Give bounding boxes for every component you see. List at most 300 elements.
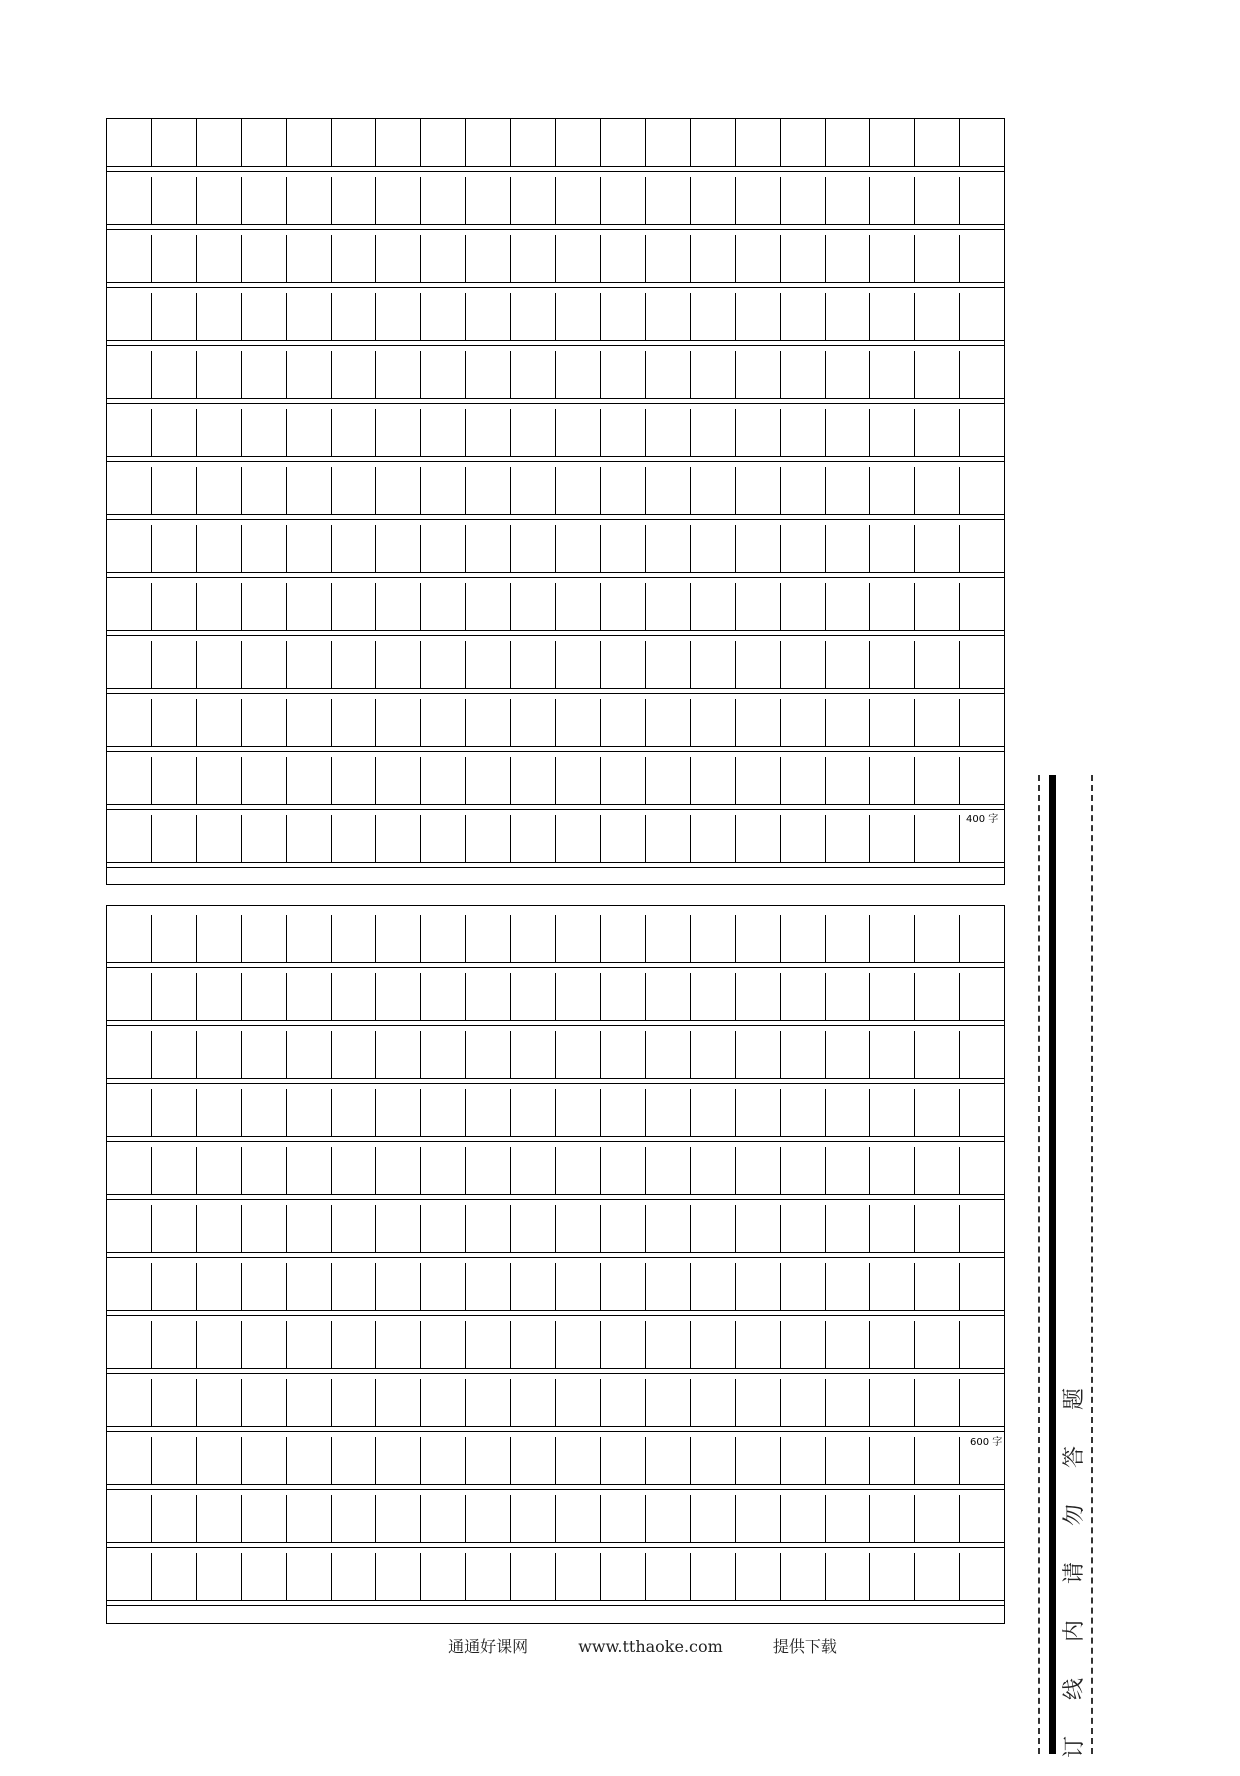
grid-row: [107, 1205, 1004, 1263]
grid-row: [107, 409, 1004, 467]
grid-row: [107, 525, 1004, 583]
grid-cell: [465, 1321, 510, 1368]
grid-cell: [151, 583, 196, 630]
grid-row: [107, 641, 1004, 699]
grid-cell: [196, 1321, 241, 1368]
grid-row: [107, 1379, 1004, 1437]
grid-cell: [286, 699, 331, 746]
grid-cell: [600, 915, 645, 962]
grid-cell: [375, 467, 420, 514]
grid-cell: [825, 1495, 870, 1542]
grid-cell: [241, 583, 286, 630]
grid-cell: [780, 1437, 825, 1484]
grid-cell: [869, 235, 914, 282]
cell-strip: [107, 1379, 1004, 1427]
grid-cell: [645, 1553, 690, 1600]
grid-cell: [420, 293, 465, 340]
grid-cell: [465, 467, 510, 514]
grid-cell: [286, 1379, 331, 1426]
grid-cell: [735, 1495, 780, 1542]
grid-row: [107, 1089, 1004, 1147]
grid-cell: [645, 583, 690, 630]
grid-cell: [107, 641, 151, 688]
grid-cell: [690, 1031, 735, 1078]
grid-cell: [465, 815, 510, 862]
binding-char: 订: [1062, 1736, 1087, 1759]
grid-cell: [241, 409, 286, 456]
grid-cell: [645, 1437, 690, 1484]
grid-cell: [465, 1089, 510, 1136]
binding-char: 请: [1062, 1562, 1087, 1585]
grid-cell: [555, 177, 600, 224]
row-separator: [107, 809, 1004, 810]
grid-cell: [825, 1263, 870, 1310]
grid-cell: [286, 235, 331, 282]
grid-cell: [735, 1553, 780, 1600]
grid-row: [107, 973, 1004, 1031]
composition-grid-top: [106, 118, 1005, 885]
grid-cell: [600, 351, 645, 398]
grid-cell: [825, 235, 870, 282]
grid-cell: [825, 815, 870, 862]
grid-cell: [420, 467, 465, 514]
grid-cell: [645, 1263, 690, 1310]
grid-cell: [600, 699, 645, 746]
grid-cell: [555, 1147, 600, 1194]
grid-cell: [869, 119, 914, 166]
row-separator: [107, 1141, 1004, 1142]
grid-cell: [510, 119, 555, 166]
grid-cell: [690, 641, 735, 688]
grid-cell: [914, 1437, 959, 1484]
cell-strip: [107, 915, 1004, 963]
grid-cell: [241, 235, 286, 282]
grid-cell: [241, 1263, 286, 1310]
grid-cell: [914, 177, 959, 224]
cell-strip: [107, 1205, 1004, 1253]
grid-cell: [959, 1205, 1004, 1252]
row-separator: [107, 403, 1004, 404]
grid-cell: [735, 293, 780, 340]
grid-cell: [825, 1031, 870, 1078]
grid-cell: [914, 915, 959, 962]
grid-cell: [241, 699, 286, 746]
word-count-marker-600: 600 字: [970, 1437, 1003, 1448]
grid-cell: [420, 1437, 465, 1484]
grid-cell: [780, 1379, 825, 1426]
grid-cell: [331, 641, 376, 688]
grid-cell: [735, 1321, 780, 1368]
grid-cell: [151, 1437, 196, 1484]
grid-cell: [914, 1089, 959, 1136]
grid-cell: [690, 409, 735, 456]
grid-cell: [780, 1031, 825, 1078]
grid-cell: [914, 815, 959, 862]
grid-cell: [375, 1089, 420, 1136]
grid-cell: [286, 293, 331, 340]
grid-cell: [555, 757, 600, 804]
grid-cell: [465, 1379, 510, 1426]
grid-cell: [780, 699, 825, 746]
grid-cell: [735, 467, 780, 514]
grid-cell: [465, 119, 510, 166]
grid-cell: [465, 1205, 510, 1252]
grid-cell: [690, 525, 735, 572]
grid-cell: [959, 409, 1004, 456]
binding-char: 勿: [1062, 1504, 1087, 1527]
grid-cell: [465, 641, 510, 688]
grid-cell: [914, 293, 959, 340]
grid-cell: [420, 1379, 465, 1426]
grid-cell: [375, 119, 420, 166]
grid-cell: [690, 1437, 735, 1484]
grid-row: [107, 177, 1004, 235]
grid-cell: [510, 1031, 555, 1078]
grid-cell: [690, 1495, 735, 1542]
row-separator: [107, 1431, 1004, 1432]
grid-cell: [241, 467, 286, 514]
row-separator: [107, 345, 1004, 346]
grid-cell: [286, 1089, 331, 1136]
grid-cell: [914, 1495, 959, 1542]
grid-cell: [690, 915, 735, 962]
grid-row: [107, 293, 1004, 351]
grid-row: [107, 467, 1004, 525]
cell-strip: [107, 973, 1004, 1021]
grid-cell: [555, 1205, 600, 1252]
grid-cell: [869, 525, 914, 572]
grid-cell: [645, 699, 690, 746]
grid-cell: [959, 1321, 1004, 1368]
grid-cell: [375, 351, 420, 398]
binding-dashed-line-left: [1038, 775, 1040, 1754]
grid-cell: [465, 1147, 510, 1194]
cell-strip: [107, 699, 1004, 747]
grid-cell: [510, 1437, 555, 1484]
grid-cell: [690, 351, 735, 398]
grid-cell: [196, 973, 241, 1020]
grid-cell: [375, 1553, 420, 1600]
grid-cell: [735, 177, 780, 224]
grid-cell: [465, 525, 510, 572]
grid-cell: [196, 351, 241, 398]
grid-cell: [645, 409, 690, 456]
grid-cell: [465, 1553, 510, 1600]
grid-cell: [107, 351, 151, 398]
grid-cell: [555, 915, 600, 962]
grid-cell: [331, 1553, 376, 1600]
grid-cell: [510, 177, 555, 224]
grid-cell: [331, 467, 376, 514]
grid-row: [107, 1495, 1004, 1553]
grid-cell: [331, 235, 376, 282]
grid-cell: [151, 699, 196, 746]
grid-cell: [825, 915, 870, 962]
footer-suffix: 提供下载: [772, 1637, 837, 1656]
grid-cell: [151, 467, 196, 514]
grid-cell: [107, 235, 151, 282]
grid-cell: [375, 1263, 420, 1310]
grid-cell: [780, 177, 825, 224]
grid-cell: [735, 351, 780, 398]
grid-cell: [869, 293, 914, 340]
grid-cell: [241, 757, 286, 804]
grid-cell: [869, 409, 914, 456]
grid-cell: [780, 641, 825, 688]
row-separator: [107, 1489, 1004, 1490]
grid-cell: [107, 119, 151, 166]
cell-strip: [107, 815, 1004, 863]
grid-cell: [735, 1263, 780, 1310]
grid-cell: [780, 915, 825, 962]
grid-cell: [196, 699, 241, 746]
row-separator: [107, 1199, 1004, 1200]
binding-char: 内: [1062, 1620, 1087, 1643]
grid-cell: [735, 583, 780, 630]
grid-cell: [645, 293, 690, 340]
grid-row: [107, 1437, 1004, 1495]
grid-cell: [825, 1205, 870, 1252]
grid-cell: [151, 351, 196, 398]
grid-cell: [510, 1205, 555, 1252]
grid-cell: [196, 525, 241, 572]
row-separator: [107, 171, 1004, 172]
grid-cell: [286, 915, 331, 962]
grid-cell: [735, 1379, 780, 1426]
binding-char: 线: [1062, 1678, 1087, 1701]
grid-cell: [869, 1147, 914, 1194]
grid-cell: [286, 1263, 331, 1310]
grid-cell: [914, 235, 959, 282]
grid-cell: [735, 973, 780, 1020]
grid-cell: [286, 1205, 331, 1252]
grid-cell: [869, 1205, 914, 1252]
grid-cell: [196, 235, 241, 282]
grid-cell: [869, 351, 914, 398]
grid-cell: [735, 1147, 780, 1194]
grid-cell: [241, 177, 286, 224]
grid-cell: [825, 1553, 870, 1600]
grid-cell: [914, 583, 959, 630]
grid-cell: [465, 177, 510, 224]
grid-cell: [420, 1031, 465, 1078]
grid-cell: [555, 1031, 600, 1078]
grid-cell: [825, 525, 870, 572]
grid-cell: [151, 119, 196, 166]
row-separator: [107, 1025, 1004, 1026]
grid-cell: [555, 351, 600, 398]
grid-cell: [375, 915, 420, 962]
grid-cell: [825, 1379, 870, 1426]
grid-cell: [780, 409, 825, 456]
grid-cell: [914, 525, 959, 572]
binding-warning-text: [1062, 1370, 1104, 1776]
grid-cell: [510, 235, 555, 282]
grid-cell: [107, 699, 151, 746]
grid-cell: [420, 915, 465, 962]
row-separator: [107, 1373, 1004, 1374]
grid-cell: [869, 1089, 914, 1136]
grid-cell: [645, 1205, 690, 1252]
grid-cell: [151, 293, 196, 340]
grid-cell: [465, 351, 510, 398]
cell-strip: [107, 293, 1004, 341]
grid-cell: [959, 1031, 1004, 1078]
grid-cell: [196, 641, 241, 688]
grid-cell: [151, 1321, 196, 1368]
grid-cell: [645, 351, 690, 398]
cell-strip: [107, 1263, 1004, 1311]
grid-cell: [959, 1263, 1004, 1310]
grid-cell: [690, 583, 735, 630]
grid-cell: [690, 973, 735, 1020]
grid-cell: [196, 1031, 241, 1078]
row-separator: [107, 751, 1004, 752]
grid-cell: [914, 1379, 959, 1426]
grid-cell: [331, 1031, 376, 1078]
grid-cell: [241, 525, 286, 572]
grid-cell: [600, 1437, 645, 1484]
grid-cell: [286, 1321, 331, 1368]
grid-cell: [645, 525, 690, 572]
grid-cell: [780, 467, 825, 514]
grid-cell: [869, 815, 914, 862]
grid-cell: [420, 1263, 465, 1310]
grid-cell: [959, 467, 1004, 514]
grid-cell: [286, 1147, 331, 1194]
grid-cell: [690, 1553, 735, 1600]
grid-cell: [959, 641, 1004, 688]
grid-cell: [331, 815, 376, 862]
grid-cell: [959, 235, 1004, 282]
row-separator: [107, 519, 1004, 520]
grid-cell: [869, 1437, 914, 1484]
grid-cell: [196, 467, 241, 514]
grid-cell: [555, 293, 600, 340]
grid-cell: [869, 1263, 914, 1310]
grid-cell: [420, 641, 465, 688]
grid-cell: [735, 1031, 780, 1078]
grid-cell: [241, 293, 286, 340]
grid-cell: [196, 757, 241, 804]
grid-cell: [420, 409, 465, 456]
row-separator: [107, 577, 1004, 578]
grid-cell: [375, 815, 420, 862]
row-separator: [107, 229, 1004, 230]
grid-row: [107, 235, 1004, 293]
grid-cell: [241, 1321, 286, 1368]
grid-cell: [107, 1031, 151, 1078]
grid-cell: [331, 1495, 376, 1542]
grid-cell: [959, 1147, 1004, 1194]
grid-cell: [690, 235, 735, 282]
grid-cell: [331, 119, 376, 166]
grid-cell: [107, 1379, 151, 1426]
grid-cell: [780, 119, 825, 166]
grid-cell: [914, 641, 959, 688]
cell-strip: [107, 1031, 1004, 1079]
grid-cell: [914, 351, 959, 398]
footer-site-name: 通通好课网: [448, 1637, 529, 1656]
grid-cell: [510, 815, 555, 862]
grid-cell: [420, 177, 465, 224]
grid-cell: [780, 1147, 825, 1194]
grid-cell: [555, 815, 600, 862]
row-separator: [107, 967, 1004, 968]
grid-cell: [375, 1495, 420, 1542]
grid-cell: [555, 1263, 600, 1310]
grid-cell: [107, 583, 151, 630]
grid-cell: [959, 1089, 1004, 1136]
grid-cell: [420, 973, 465, 1020]
grid-cell: [869, 1495, 914, 1542]
grid-cell: [241, 1205, 286, 1252]
grid-cell: [825, 699, 870, 746]
grid-cell: [286, 409, 331, 456]
binding-char: 答: [1062, 1446, 1087, 1469]
grid-cell: [331, 409, 376, 456]
grid-cell: [555, 1495, 600, 1542]
grid-cell: [690, 119, 735, 166]
grid-cell: [735, 757, 780, 804]
grid-cell: [151, 815, 196, 862]
grid-cell: [151, 1379, 196, 1426]
grid-cell: [869, 1553, 914, 1600]
grid-cell: [331, 1089, 376, 1136]
grid-cell: [600, 1321, 645, 1368]
grid-cell: [914, 119, 959, 166]
grid-cell: [420, 757, 465, 804]
grid-cell: [959, 757, 1004, 804]
grid-cell: [869, 699, 914, 746]
grid-cell: [196, 1263, 241, 1310]
grid-cell: [331, 1205, 376, 1252]
grid-cell: [286, 1437, 331, 1484]
grid-cell: [196, 119, 241, 166]
grid-cell: [151, 409, 196, 456]
grid-cell: [286, 815, 331, 862]
grid-cell: [331, 973, 376, 1020]
grid-cell: [107, 1089, 151, 1136]
grid-cell: [107, 1147, 151, 1194]
grid-cell: [241, 641, 286, 688]
grid-cell: [465, 583, 510, 630]
grid-cell: [600, 973, 645, 1020]
grid-cell: [735, 641, 780, 688]
grid-cell: [510, 409, 555, 456]
grid-cell: [825, 973, 870, 1020]
grid-cell: [690, 1379, 735, 1426]
grid-cell: [151, 1495, 196, 1542]
grid-cell: [600, 1089, 645, 1136]
grid-cell: [959, 177, 1004, 224]
cell-strip: [107, 525, 1004, 573]
grid-cell: [600, 641, 645, 688]
grid-cell: [241, 973, 286, 1020]
grid-cell: [735, 409, 780, 456]
grid-cell: [914, 1263, 959, 1310]
grid-cell: [465, 915, 510, 962]
grid-cell: [151, 1205, 196, 1252]
grid-cell: [375, 293, 420, 340]
grid-cell: [914, 1321, 959, 1368]
grid-cell: [959, 583, 1004, 630]
grid-cell: [959, 1553, 1004, 1600]
grid-cell: [690, 1089, 735, 1136]
grid-cell: [645, 973, 690, 1020]
grid-cell: [241, 351, 286, 398]
grid-cell: [825, 1437, 870, 1484]
